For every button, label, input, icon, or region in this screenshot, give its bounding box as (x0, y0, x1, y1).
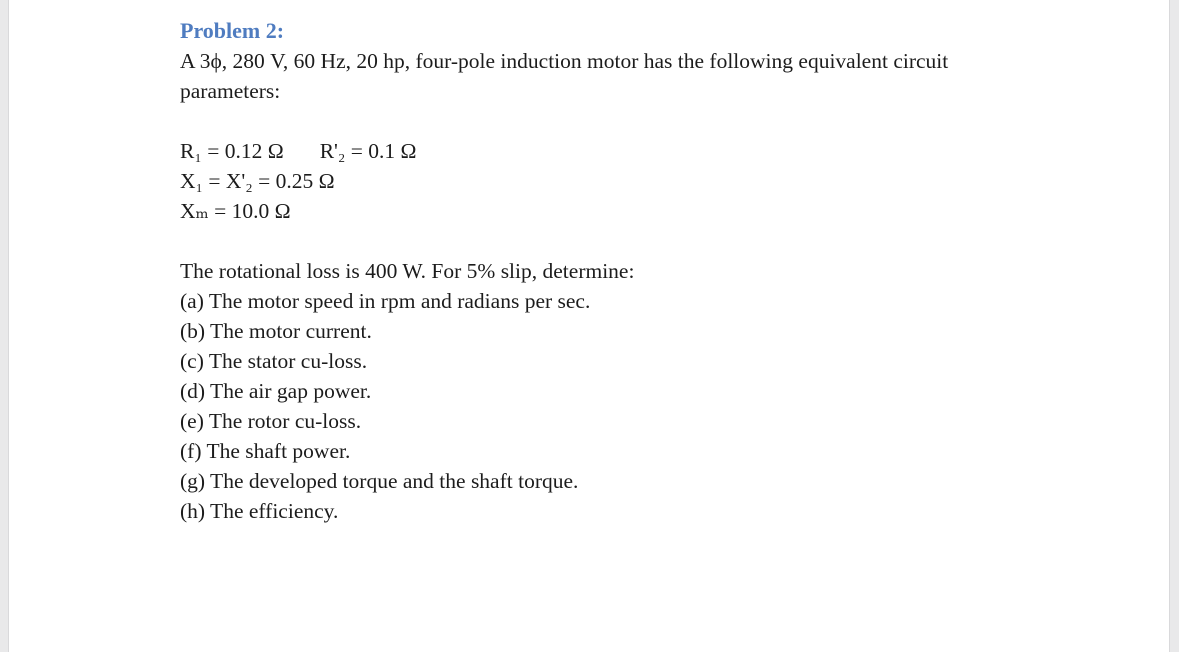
question-a: (a) The motor speed in rpm and radians per sec. (180, 289, 591, 313)
question-b: (b) The motor current. (180, 319, 372, 343)
parameter-r1: R₁ = 0.12 Ω (180, 139, 284, 163)
problem-content (180, 16, 1080, 526)
question-d: (d) The air gap power. (180, 379, 372, 403)
problem-statement: The rotational loss is 400 W. For 5% slip, determine: (180, 259, 635, 283)
spacer (180, 226, 1080, 256)
parameter-xm: Xₘ = 10.0 Ω (180, 199, 291, 223)
problem-intro-line-2: parameters: (180, 79, 281, 103)
parameter-r2: R'₂ = 0.1 Ω (319, 139, 417, 163)
question-f: (f) The shaft power. (180, 439, 351, 463)
document-page (8, 0, 1170, 652)
spacer (180, 106, 1080, 136)
problem-title: Problem 2: (180, 18, 285, 43)
problem-intro-line-1: A 3ϕ, 280 V, 60 Hz, 20 hp, four-pole induction motor has the following equivalent circuit (180, 49, 949, 73)
question-h: (h) The efficiency. (180, 499, 339, 523)
question-g: (g) The developed torque and the shaft torque. (180, 469, 579, 493)
parameter-row-resistances (180, 136, 1080, 166)
parameter-x1-x2: X₁ = X'₂ = 0.25 Ω (180, 169, 335, 193)
question-e: (e) The rotor cu-loss. (180, 409, 362, 433)
question-c: (c) The stator cu-loss. (180, 349, 368, 373)
